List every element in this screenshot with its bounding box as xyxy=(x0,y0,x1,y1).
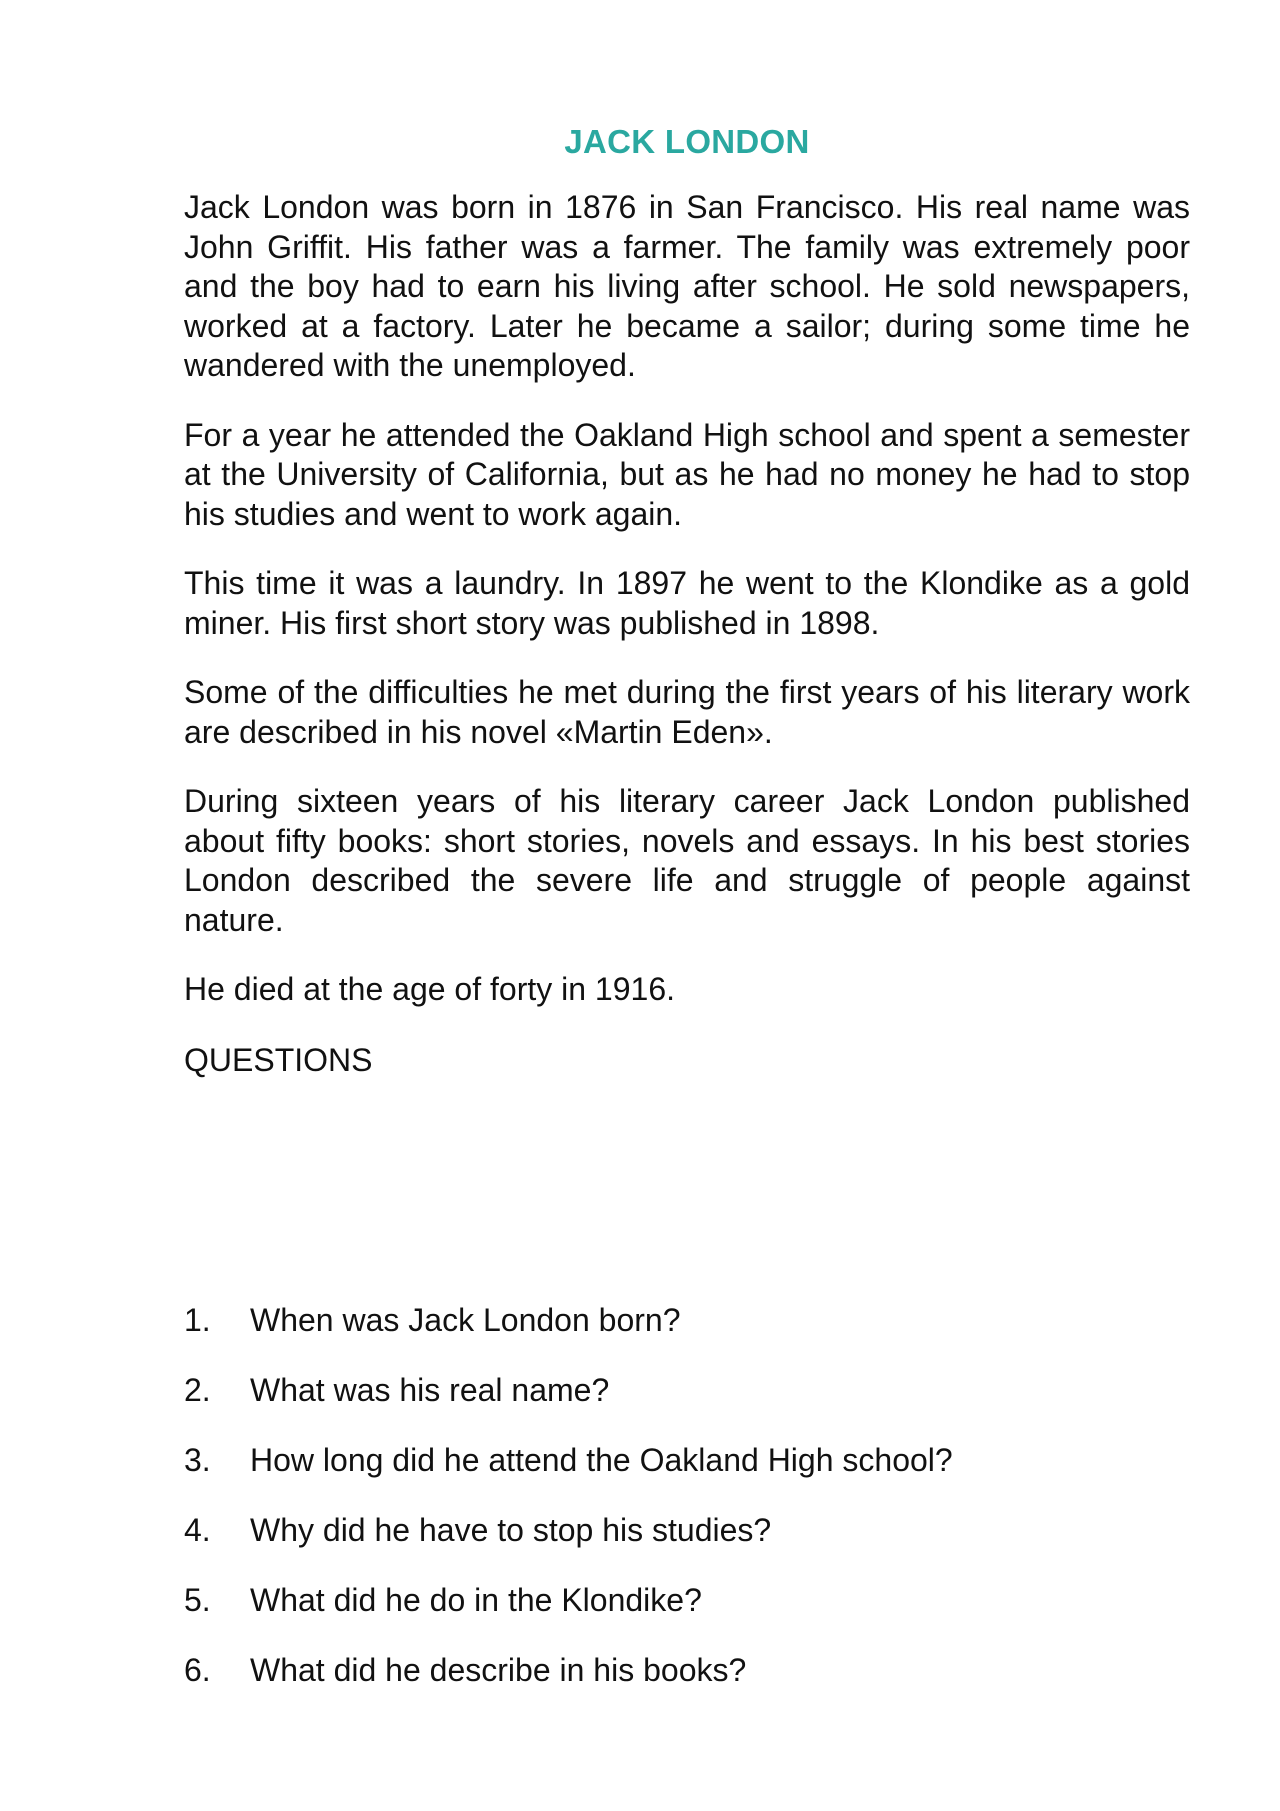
paragraph-education: For a year he attended the Oakland High school and spent a semester at the University of California, but as he had no money he had to stop his studies and went to work again. xyxy=(184,416,1190,532)
question-number: 5. xyxy=(184,1582,211,1618)
question-number: 3. xyxy=(184,1442,211,1478)
paragraph-martin-eden: Some of the difficulties he met during the first years of his literary work are described in his novel «Martin Eden». xyxy=(184,674,1190,750)
document-title: JACK LONDON xyxy=(564,123,810,160)
paragraph-death: He died at the age of forty in 1916. xyxy=(184,971,675,1007)
paragraph-early-life: Jack London was born in 1876 in San Francisco. His real name was John Griffit. His father was a farmer. The family was extremely poor and the boy had to earn his living after school. He sold newspapers, worked at a factory. Later he became a sailor; during some time he wandered with the unemployed. xyxy=(184,189,1190,383)
question-text: Why did he have to stop his studies? xyxy=(250,1512,772,1548)
question-text: What did he describe in his books? xyxy=(250,1652,747,1688)
question-item xyxy=(184,1650,1190,1720)
question-number: 1. xyxy=(184,1302,211,1338)
questions-list xyxy=(184,1300,1190,1720)
question-text: How long did he attend the Oakland High school? xyxy=(250,1442,953,1478)
question-number: 4. xyxy=(184,1512,211,1548)
question-number: 2. xyxy=(184,1372,211,1408)
paragraph-career: During sixteen years of his literary career Jack London published about fifty books: short stories, novels and essays. In his best stories London described the severe life and struggle of people against nature. xyxy=(184,783,1190,938)
question-text: What did he do in the Klondike? xyxy=(250,1582,702,1618)
question-item xyxy=(184,1370,1190,1440)
question-text: When was Jack London born? xyxy=(250,1302,681,1338)
question-item xyxy=(184,1440,1190,1510)
question-item xyxy=(184,1300,1190,1370)
question-item xyxy=(184,1580,1190,1650)
document-page xyxy=(184,122,1190,1688)
question-number: 6. xyxy=(184,1652,211,1688)
question-text: What was his real name? xyxy=(250,1372,610,1408)
question-item xyxy=(184,1510,1190,1580)
questions-heading: QUESTIONS xyxy=(184,1041,373,1078)
paragraph-klondike: This time it was a laundry. In 1897 he went to the Klondike as a gold miner. His first short story was published in 1898. xyxy=(184,565,1190,641)
